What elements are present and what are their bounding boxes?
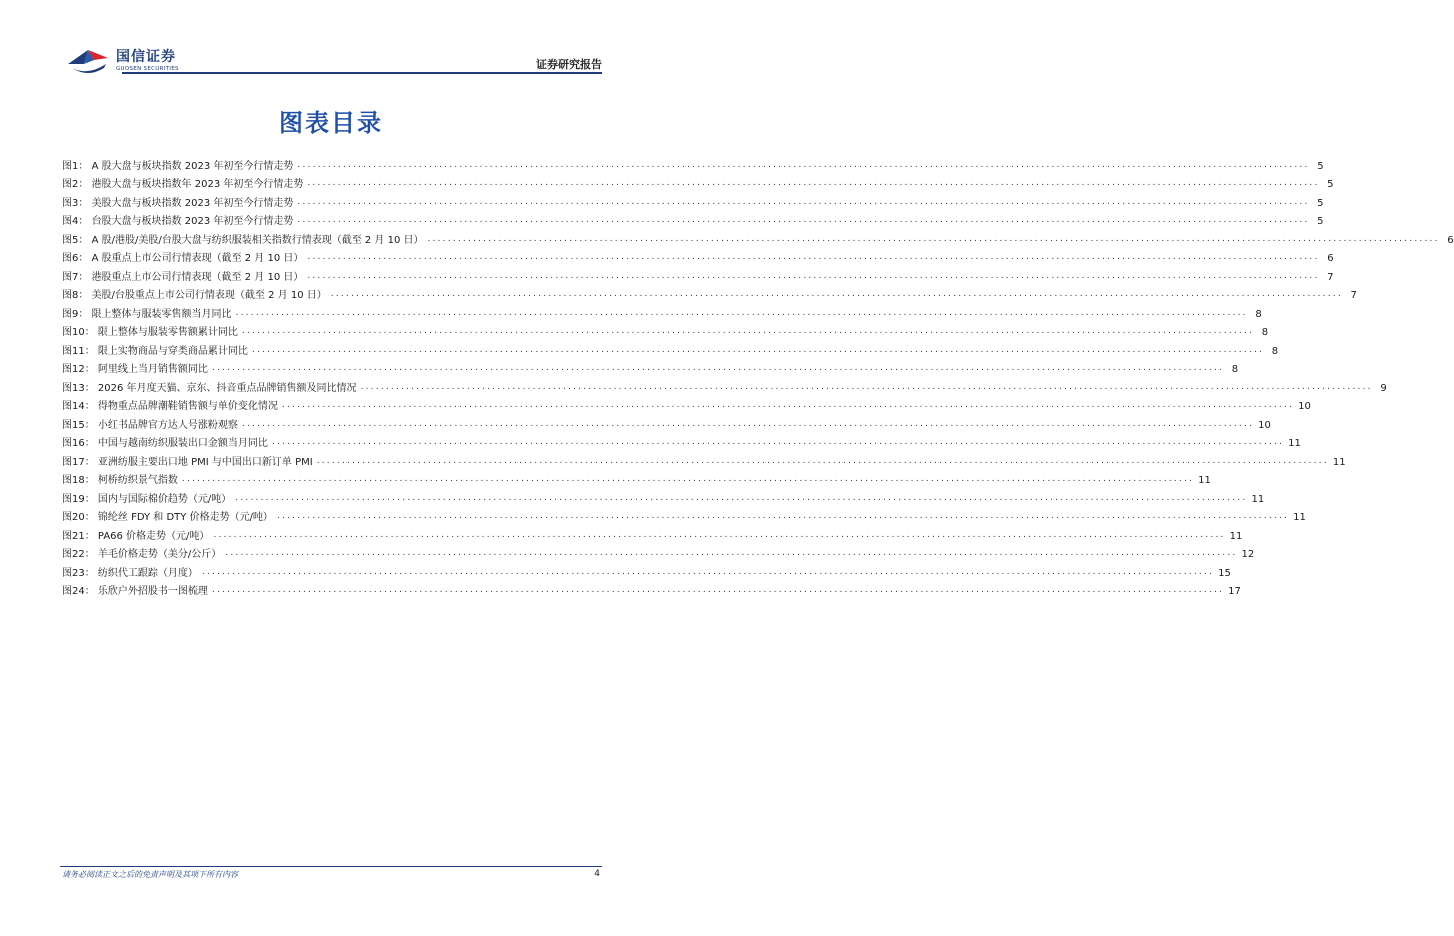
toc-entry-page: 15 xyxy=(1218,567,1231,579)
toc-entry[interactable] xyxy=(62,228,1454,247)
toc-entry-page: 8 xyxy=(1231,364,1239,375)
toc-entry-title: 限上整体与服装零售额累计同比 xyxy=(97,327,238,338)
brand-name-cn: 国信证券 xyxy=(116,48,176,65)
toc-leader-dots: ........................................................................................................................................................................................................ xyxy=(307,178,1320,188)
toc-leader-dots: ........................................................................................................................................................................................................ xyxy=(307,252,1320,262)
toc-entry-title: A 股/港股/美股/台股大盘与纺织服装相关指数行情表现（截至 2 月 10 日） xyxy=(91,234,424,246)
toc-entry-label: 图22： xyxy=(62,549,95,560)
toc-entry-label: 图4： xyxy=(62,216,89,227)
toc-entry[interactable] xyxy=(62,210,1324,229)
toc-entry-page: 7 xyxy=(1350,290,1357,301)
toc-entry[interactable] xyxy=(62,265,1334,284)
toc-entry-page: 12 xyxy=(1241,549,1255,560)
toc-entry[interactable] xyxy=(62,469,1211,488)
toc-entry[interactable] xyxy=(62,524,1243,543)
footer-disclaimer: 请务必阅读正文之后的免责声明及其项下所有内容 xyxy=(62,870,238,879)
toc-entry-page: 7 xyxy=(1327,271,1334,283)
toc-entry-page: 17 xyxy=(1228,586,1241,597)
toc-leader-dots: ........................................................................................................................................................................................................ xyxy=(251,344,1265,355)
toc-entry-title: 台股大盘与板块指数 2023 年初至今行情走势 xyxy=(91,216,294,227)
toc-entry-page: 6 xyxy=(1327,253,1334,264)
toc-entry-title: 美股/台股重点上市公司行情表现（截至 2 月 10 日） xyxy=(91,290,327,301)
toc-entry-page: 8 xyxy=(1271,345,1279,357)
toc-leader-dots: ........................................................................................................................................................................................................ xyxy=(225,548,1238,558)
toc-entry[interactable] xyxy=(62,432,1301,451)
toc-entry[interactable] xyxy=(62,376,1387,395)
toc-entry-page: 5 xyxy=(1317,216,1324,227)
toc-entry-title: 羊毛价格走势（美分/公斤） xyxy=(97,549,222,560)
toc-entry-label: 图12： xyxy=(62,364,95,375)
toc-entry-page: 11 xyxy=(1332,456,1346,468)
toc-entry-label: 图5： xyxy=(62,234,89,246)
toc-entry[interactable] xyxy=(62,154,1324,173)
toc-entry-label: 图8： xyxy=(62,290,89,301)
toc-entry-title: PA66 价格走势（元/吨） xyxy=(97,530,210,542)
toc-leader-dots: ........................................................................................................................................................................................................ xyxy=(241,326,1255,336)
report-type-label: 证券研究报告 xyxy=(536,58,602,71)
toc-entry-title: 2026 年月度天猫、京东、抖音重点品牌销售额及同比情况 xyxy=(97,382,357,394)
toc-entry-label: 图15： xyxy=(62,419,95,431)
toc-entry-label: 图3： xyxy=(62,197,89,209)
toc-entry[interactable] xyxy=(62,284,1357,303)
toc-leader-dots: ........................................................................................................................................................................................................ xyxy=(316,455,1329,466)
toc-entry-title: A 股重点上市公司行情表现（截至 2 月 10 日） xyxy=(91,253,304,264)
toc-leader-dots: ........................................................................................................................................................................................................ xyxy=(211,363,1225,373)
toc-entry-label: 图16： xyxy=(62,438,95,449)
toc-entry[interactable] xyxy=(62,580,1241,599)
toc-entry[interactable] xyxy=(62,561,1231,580)
toc-entry[interactable] xyxy=(62,358,1239,377)
toc-entry-label: 图11： xyxy=(62,345,95,357)
toc-leader-dots: ........................................................................................................................................................................................................ xyxy=(297,159,1310,170)
toc-entry-label: 图24： xyxy=(62,586,95,597)
toc-entry[interactable] xyxy=(62,543,1255,562)
toc-entry[interactable] xyxy=(62,395,1311,414)
toc-entry-label: 图1： xyxy=(62,160,89,172)
header-divider xyxy=(122,72,602,74)
toc-leader-dots: ........................................................................................................................................................................................................ xyxy=(241,418,1255,429)
toc-entry-label: 图10： xyxy=(62,327,95,338)
toc-leader-dots: ........................................................................................................................................................................................................ xyxy=(201,566,1215,577)
toc-entry-title: 限上整体与服装零售额当月同比 xyxy=(91,308,232,320)
toc-leader-dots: ........................................................................................................................................................................................................ xyxy=(360,381,1373,392)
guosen-logo-icon xyxy=(66,46,110,76)
toc-entry-label: 图20： xyxy=(62,512,95,523)
toc-entry-label: 图21： xyxy=(62,530,95,542)
toc-leader-dots: ........................................................................................................................................................................................................ xyxy=(211,585,1225,595)
toc-entry[interactable] xyxy=(62,487,1265,506)
toc-leader-dots: ........................................................................................................................................................................................................ xyxy=(330,289,1343,299)
toc-entry-page: 10 xyxy=(1298,401,1311,412)
page-number: 4 xyxy=(594,869,600,879)
table-of-figures xyxy=(62,154,1454,598)
toc-leader-dots: ........................................................................................................................................................................................................ xyxy=(297,196,1310,207)
toc-entry-label: 图2： xyxy=(62,179,89,190)
toc-entry[interactable] xyxy=(62,450,1346,469)
brand-name-en: GUOSEN SECURITIES xyxy=(116,65,179,72)
toc-entry-label: 图23： xyxy=(62,567,95,579)
toc-entry-label: 图7： xyxy=(62,271,89,283)
toc-entry-page: 5 xyxy=(1317,197,1324,209)
toc-leader-dots: ........................................................................................................................................................................................................ xyxy=(281,400,1295,410)
toc-entry-title: 国内与国际棉价趋势（元/吨） xyxy=(97,493,232,505)
toc-entry-title: 港股重点上市公司行情表现（截至 2 月 10 日） xyxy=(91,271,304,283)
toc-entry[interactable] xyxy=(62,302,1262,321)
toc-entry[interactable] xyxy=(62,413,1271,432)
toc-leader-dots: ........................................................................................................................................................................................................ xyxy=(235,307,1248,318)
toc-entry-title: 限上实物商品与穿类商品累计同比 xyxy=(97,345,248,357)
toc-entry-title: 纺织代工跟踪（月度） xyxy=(97,567,198,579)
toc-entry-page: 9 xyxy=(1380,382,1387,394)
toc-leader-dots: ........................................................................................................................................................................................................ xyxy=(427,233,1440,244)
toc-leader-dots: ........................................................................................................................................................................................................ xyxy=(213,529,1226,540)
toc-entry-page: 6 xyxy=(1447,234,1454,246)
toc-entry[interactable] xyxy=(62,339,1279,358)
toc-leader-dots: ........................................................................................................................................................................................................ xyxy=(307,270,1320,281)
toc-entry-title: 港股大盘与板块指数年 2023 年初至今行情走势 xyxy=(91,179,304,190)
toc-entry-title: 柯桥纺织景气指数 xyxy=(97,475,178,486)
toc-entry-title: A 股大盘与板块指数 2023 年初至今行情走势 xyxy=(91,160,294,172)
toc-entry-label: 图14： xyxy=(62,401,95,412)
toc-entry[interactable] xyxy=(62,506,1306,525)
toc-entry[interactable] xyxy=(62,247,1334,266)
toc-entry-label: 图6： xyxy=(62,253,89,264)
toc-entry-title: 美股大盘与板块指数 2023 年初至今行情走势 xyxy=(91,197,294,209)
toc-entry-page: 8 xyxy=(1261,327,1269,338)
toc-entry-title: 亚洲纺服主要出口地 PMI 与中国出口新订单 PMI xyxy=(97,456,313,468)
toc-entry-page: 10 xyxy=(1258,419,1271,431)
toc-entry-label: 图19： xyxy=(62,493,95,505)
toc-entry-title: 中国与越南纺织服装出口金额当月同比 xyxy=(97,438,268,449)
toc-entry[interactable] xyxy=(62,173,1334,192)
toc-leader-dots: ........................................................................................................................................................................................................ xyxy=(271,437,1285,447)
toc-entry-page: 5 xyxy=(1317,160,1324,172)
footer-divider xyxy=(60,866,602,867)
toc-entry-page: 11 xyxy=(1198,475,1211,486)
toc-entry-page: 11 xyxy=(1251,493,1265,505)
page-title: 图表目录 xyxy=(279,109,383,137)
toc-entry[interactable] xyxy=(62,191,1324,210)
toc-entry-label: 图9： xyxy=(62,308,89,320)
toc-entry-label: 图13： xyxy=(62,382,95,394)
toc-entry-page: 8 xyxy=(1255,308,1262,320)
toc-entry-title: 锦纶丝 FDY 和 DTY 价格走势（元/吨） xyxy=(97,512,273,523)
toc-leader-dots: ........................................................................................................................................................................................................ xyxy=(297,215,1310,225)
toc-entry-page: 5 xyxy=(1327,179,1334,190)
toc-leader-dots: ........................................................................................................................................................................................................ xyxy=(276,511,1290,521)
toc-entry[interactable] xyxy=(62,321,1269,340)
toc-entry-title: 阿里线上当月销售额同比 xyxy=(97,364,208,375)
toc-leader-dots: ........................................................................................................................................................................................................ xyxy=(181,474,1195,484)
toc-entry-page: 11 xyxy=(1293,512,1306,523)
toc-entry-title: 得物重点品牌潮鞋销售额与单价变化情况 xyxy=(97,401,278,412)
toc-entry-title: 小红书品牌官方达人号涨粉观察 xyxy=(97,419,238,431)
toc-entry-label: 图18： xyxy=(62,475,95,486)
toc-entry-page: 11 xyxy=(1229,530,1243,542)
toc-entry-label: 图17： xyxy=(62,456,95,468)
toc-leader-dots: ........................................................................................................................................................................................................ xyxy=(235,492,1248,503)
toc-entry-page: 11 xyxy=(1288,438,1301,449)
toc-entry-title: 乐欣户外招股书一图梳理 xyxy=(97,586,208,597)
